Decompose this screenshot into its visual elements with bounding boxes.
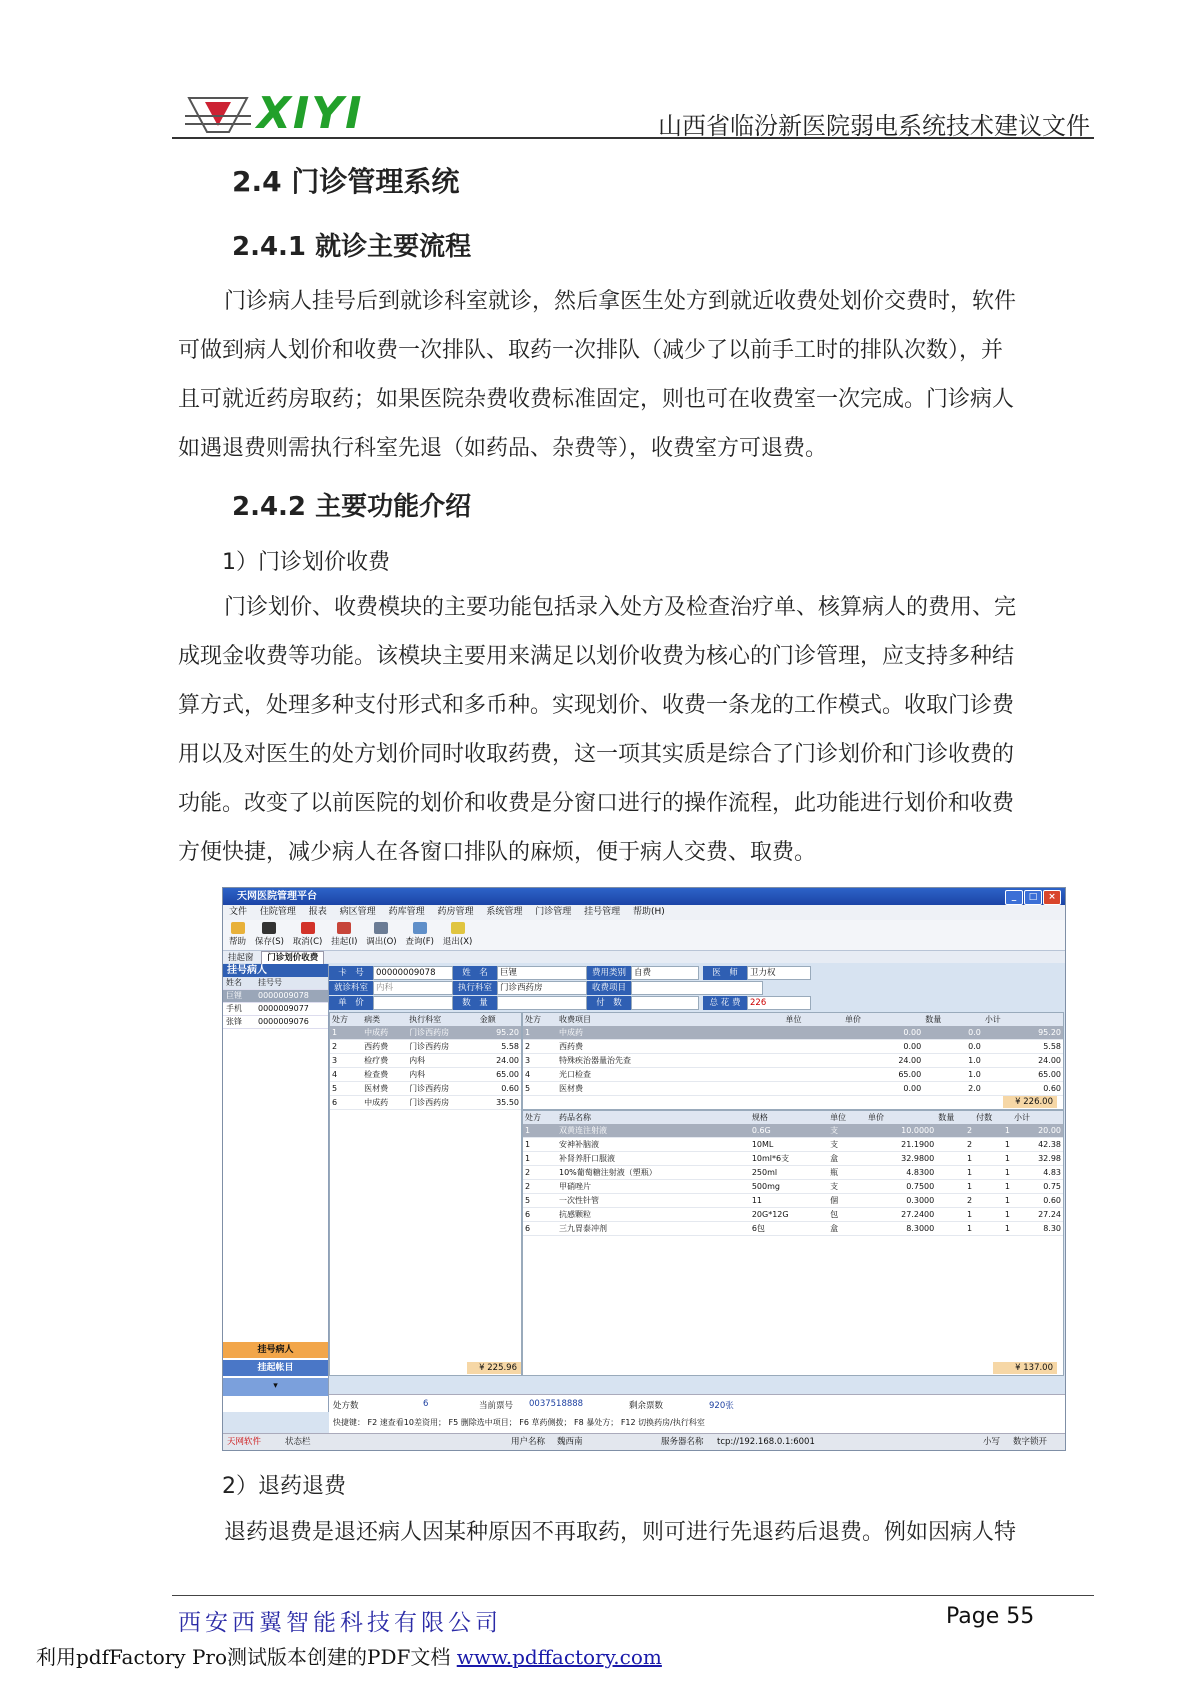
doctor-select[interactable]: 卫力权 (747, 966, 811, 980)
registered-patients-button[interactable]: 挂号病人 (223, 1342, 328, 1358)
numlock-status: 数字锁开 (1013, 1437, 1048, 1447)
table-row[interactable]: 2 西药费 门诊西药房 5.58 (330, 1040, 521, 1054)
pane-header (223, 977, 328, 990)
exec-dept-label: 执行科室 (453, 981, 497, 995)
para-line: 门诊病人挂号后到就诊科室就诊，然后拿医生处方到就近收费处划价交费时，软件 (224, 289, 1017, 314)
table-row[interactable]: 4 光口检查 65.00 1.0 65.00 (523, 1068, 1063, 1082)
user-label: 用户名称 (511, 1437, 546, 1447)
prescription-table: 处方 病类 执行科室 金额 1 中成药 门诊西药房 95.20 2 西药费 门诊西药房 5.58 3 检疗费 内科 24.00 4 检查费 内科 65.00 5 医材费 门诊西药房 0.60 6 中成药 门诊西药房 35.50 (329, 1012, 522, 1376)
menu-item[interactable]: 门诊管理 (535, 907, 572, 917)
save-icon (262, 922, 276, 934)
table-row[interactable]: 4 检查费 内科 65.00 (330, 1068, 521, 1082)
fee-type-label: 费用类别 (587, 966, 631, 980)
section-heading-2-4: 2.4 门诊管理系统 (232, 165, 460, 198)
menu-item[interactable]: 帮助(H) (633, 907, 665, 917)
fee-items-table: 处方 收费项目 单位 单价 数量 小计 1 中成药 0.00 0.0 95.20 2 西药费 0.00 0.0 5.58 3 特殊疾治器量治先查 24.00 1.0 24.00 4 光口检查 65.00 1.0 65.00 5 医材费 0.00 2.0 0.60 (522, 1012, 1064, 1110)
card-input[interactable]: 00000009078 (373, 966, 453, 980)
form-row-1 (329, 966, 885, 980)
exec-dept-select[interactable]: 门诊西药房 (497, 981, 587, 995)
patient-row[interactable]: 巨锂 0000009078 (223, 990, 328, 1003)
paragraph-refund (178, 1508, 1078, 1557)
prescription-total: ¥ 225.96 (467, 1362, 521, 1374)
recall-icon (374, 922, 388, 934)
menu-item[interactable]: 文件 (229, 907, 248, 917)
dept-label: 就诊科室 (329, 981, 373, 995)
dept-input[interactable]: 内科 (373, 981, 453, 995)
document-title: 山西省临汾新医院弱电系统技术建议文件 (658, 112, 1090, 140)
total-cost-value: 226 (747, 996, 811, 1010)
paragraph-flow (178, 277, 1078, 473)
status-label: 状态栏 (285, 1437, 311, 1447)
current-ticket-value: 0037518888 (529, 1399, 584, 1409)
tab-strip (223, 951, 1065, 963)
help-button[interactable]: 帮助 (229, 922, 246, 947)
tab-outpatient-billing[interactable]: 门诊划价收费 (261, 951, 324, 965)
para-line: 用以及对医生的处方划价同时收取药费，这一项其实质是综合了门诊划价和门诊收费的 (178, 742, 1015, 767)
menu-item[interactable]: 报表 (308, 907, 327, 917)
close-icon[interactable]: × (1043, 890, 1061, 905)
table-row[interactable]: 1 安神补脑液 10ML 支 21.1900 2 1 42.38 (523, 1138, 1063, 1152)
doctor-label: 医 师 (703, 966, 747, 980)
para-line: 算方式，处理多种支付形式和多币种。实现划价、收费一条龙的工作模式。收取门诊费 (178, 693, 1015, 718)
table-row[interactable]: 1 双黄连注射液 0.6G 支 10.0000 2 1 20.00 (523, 1124, 1063, 1138)
fee-item-label: 收费项目 (587, 981, 631, 995)
table-row[interactable]: 5 医材费 0.00 2.0 0.60 (523, 1082, 1063, 1096)
window-title: 天网医院管理平台 (237, 891, 317, 902)
card-label: 卡 号 (329, 966, 373, 980)
pdf-note-text: 利用pdfFactory Pro测试版本创建的PDF文档 (36, 1645, 451, 1669)
header-divider (172, 137, 1094, 139)
footer-divider (172, 1595, 1094, 1596)
rx-count-value: 6 (423, 1399, 429, 1409)
menu-item[interactable]: 药库管理 (388, 907, 425, 917)
current-ticket-label: 当前票号 (479, 1401, 514, 1411)
app-name: 天网软件 (227, 1437, 262, 1447)
menu-item[interactable]: 挂号管理 (584, 907, 621, 917)
table-row[interactable]: 2 10%葡萄糖注射液（塑瓶） 250ml 瓶 4.8300 1 1 4.83 (523, 1166, 1063, 1180)
query-button[interactable]: 查询(F) (405, 922, 434, 947)
fee-items-total: ¥ 226.00 (1003, 1096, 1057, 1108)
recall-button[interactable]: 调出(O) (366, 922, 396, 947)
section-heading-2-4-1: 2.4.1 就诊主要流程 (232, 232, 472, 262)
table-row[interactable]: 5 医材费 门诊西药房 0.60 (330, 1082, 521, 1096)
column-header: 挂号号 (258, 978, 282, 987)
patient-row[interactable]: 手机 0000009077 (223, 1003, 328, 1016)
table-row[interactable]: 5 一次性针管 11 個 0.3000 2 1 0.60 (523, 1194, 1063, 1208)
item-heading-2: 2）退药退费 (222, 1474, 346, 1499)
total-cost-label: 总 花 费 (703, 996, 747, 1010)
para-line: 可做到病人划价和收费一次排队、取药一次排队（减少了以前手工时的排队次数），并 (178, 338, 1004, 363)
menu-bar (223, 905, 1065, 920)
pdf-creator-note (36, 1641, 662, 1670)
table-row[interactable]: 3 特殊疾治器量治先查 24.00 1.0 24.00 (523, 1054, 1063, 1068)
info-bar (329, 1394, 1065, 1433)
hold-button[interactable]: 挂起(I) (331, 922, 357, 947)
table-row[interactable]: 6 中成药 门诊西药房 35.50 (330, 1096, 521, 1110)
tab-hold-window[interactable]: 挂起窗 (228, 953, 254, 963)
drug-items-total: ¥ 137.00 (993, 1362, 1057, 1374)
cancel-icon (301, 922, 315, 934)
para-line: 功能。改变了以前医院的划价和收费是分窗口进行的操作流程，此功能进行划价和收费 (178, 791, 1015, 816)
user-value: 魏西南 (557, 1437, 583, 1447)
quantity-input[interactable] (497, 996, 587, 1010)
price-label: 单 价 (329, 996, 373, 1010)
item-heading-1: 1）门诊划价收费 (222, 550, 390, 575)
maximize-icon[interactable]: □ (1024, 890, 1042, 905)
para-line: 退药退费是退还病人因某种原因不再取药，则可进行先退药后退费。例如因病人特 (224, 1520, 1017, 1545)
section-heading-2-4-2: 2.4.2 主要功能介绍 (232, 492, 472, 522)
minimize-icon[interactable]: _ (1005, 890, 1023, 905)
doses-input[interactable] (631, 996, 699, 1010)
table-row[interactable]: 2 甲硝唑片 500mg 支 0.7500 1 1 0.75 (523, 1180, 1063, 1194)
help-icon (231, 922, 245, 934)
table-row[interactable]: 6 抗感颗粒 20G*12G 包 27.2400 1 1 27.24 (523, 1208, 1063, 1222)
server-value: tcp://192.168.0.1:6001 (717, 1437, 815, 1447)
held-accounts-button[interactable]: 挂起帐目 (223, 1360, 328, 1376)
company-logo (185, 88, 385, 139)
price-input[interactable] (373, 996, 453, 1010)
xiyi-emblem-icon (185, 96, 251, 134)
para-line: 成现金收费等功能。该模块主要用来满足以划价收费为核心的门诊管理，应支持多种结 (178, 644, 1015, 669)
search-icon (413, 922, 427, 934)
page-number: Page 55 (946, 1604, 1035, 1629)
menu-item[interactable]: 病区管理 (339, 907, 376, 917)
toolbar (223, 920, 1065, 951)
software-screenshot (222, 887, 1066, 1451)
save-button[interactable]: 保存(S) (255, 922, 284, 947)
remaining-tickets-label: 剩余票数 (629, 1401, 664, 1411)
server-label: 服务器名称 (661, 1437, 704, 1447)
menu-item[interactable]: 药房管理 (437, 907, 474, 917)
paragraph-features (178, 583, 1078, 877)
quantity-label: 数 量 (453, 996, 497, 1010)
menu-item[interactable]: 住院管理 (259, 907, 296, 917)
rx-count-label: 处方数 (333, 1401, 359, 1411)
caps-status: 小写 (983, 1437, 1001, 1447)
scroll-down-icon[interactable]: ▾ (223, 1378, 328, 1396)
form-row-3 (329, 996, 885, 1010)
fee-item-input[interactable] (631, 981, 763, 995)
exit-icon (451, 922, 465, 934)
pane-title: 挂号病人 (223, 964, 328, 977)
window-titlebar (223, 888, 1065, 905)
fee-type-select[interactable]: 自费 (631, 966, 699, 980)
para-line: 方便快捷，减少病人在各窗口排队的麻烦，便于病人交费、取费。 (178, 840, 817, 865)
table-row[interactable]: 1 补肾养肝口服液 10ml*6支 盒 32.9800 1 1 32.98 (523, 1152, 1063, 1166)
table-row[interactable]: 2 西药费 0.00 0.0 5.58 (523, 1040, 1063, 1054)
cancel-button[interactable]: 取消(C) (293, 922, 323, 947)
doses-label: 付 数 (587, 996, 631, 1010)
name-input[interactable]: 巨锂 (497, 966, 587, 980)
hold-icon (337, 922, 351, 934)
para-line: 且可就近药房取药；如果医院杂费收费标准固定，则也可在收费室一次完成。门诊病人 (178, 387, 1015, 412)
logo-text: XIYI (257, 88, 364, 139)
form-row-2 (329, 981, 885, 995)
patient-row[interactable]: 张锋 0000009076 (223, 1016, 328, 1029)
exit-button[interactable]: 退出(X) (443, 922, 472, 947)
shortcut-hint: 快捷键： F2 速查看10差资用； F5 删除选中项目； F6 草药侧拨； F8 暴处方； F12 切换药房/执行科室 (333, 1418, 705, 1427)
table-row[interactable]: 1 中成药 门诊西药房 95.20 (330, 1026, 521, 1040)
table-row[interactable]: 3 检疗费 内科 24.00 (330, 1054, 521, 1068)
table-row[interactable]: 6 三九胃泰冲剂 6包 盒 8.3000 1 1 8.30 (523, 1222, 1063, 1236)
para-line: 门诊划价、收费模块的主要功能包括录入处方及检查治疗单、核算病人的费用、完 (224, 595, 1017, 620)
remaining-tickets-value: 920张 (709, 1401, 734, 1411)
footer-company: 西安西翼智能科技有限公司 (178, 1610, 502, 1636)
status-bar (223, 1433, 1065, 1450)
name-label: 姓 名 (453, 966, 497, 980)
column-header: 姓名 (226, 978, 242, 987)
pdffactory-link[interactable]: www.pdffactory.com (456, 1645, 662, 1669)
drug-items-table: 处方 药品名称 规格 单位 单价 数量 付数 小计 1 双黄连注射液 0.6G 支 10.0000 2 1 20.00 1 安神补脑液 10ML 支 21.1900 2 1 42.38 1 补肾养肝口服液 10ml*6支 盒 32.9800 1 1 32.98 2 10%葡萄糖注射液（塑瓶） 250ml 瓶 4.8300 1 1 4.83 2 甲硝唑片 500mg 支 0.7500 1 1 0.75 5 一次性针管 11 個 0.3000 2 1 0.60 6 抗感颗粒 20G*12G 包 27.2400 1 1 27.24 6 三九胃泰冲剂 6包 盒 8.3000 1 1 8.30 (522, 1110, 1064, 1376)
para-line: 如遇退费则需执行科室先退（如药品、杂费等），收费室方可退费。 (178, 436, 828, 461)
menu-item[interactable]: 系统管理 (486, 907, 523, 917)
table-row[interactable]: 1 中成药 0.00 0.0 95.20 (523, 1026, 1063, 1040)
